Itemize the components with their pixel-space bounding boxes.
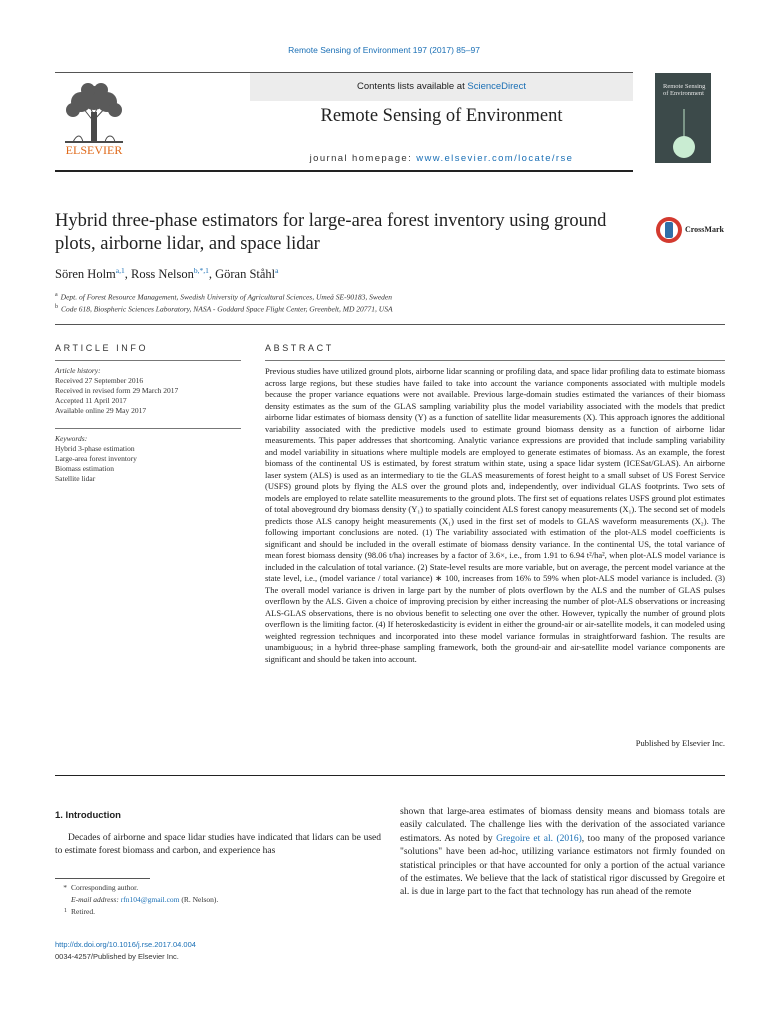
keyword: Hybrid 3-phase estimation — [55, 444, 135, 453]
keyword: Satellite lidar — [55, 474, 96, 483]
citation-link[interactable]: Gregoire et al. (2016) — [496, 833, 582, 844]
article-info-rule — [55, 360, 241, 361]
history-item: Received 27 September 2016 — [55, 376, 144, 385]
crossmark-badge[interactable] — [655, 216, 735, 246]
header-bottom-rule — [55, 170, 633, 172]
sciencedirect-link[interactable]: ScienceDirect — [467, 81, 526, 92]
crossmark-icon — [655, 216, 683, 244]
footnote-rule — [55, 878, 150, 879]
contents-prefix: Contents lists available at — [357, 81, 468, 92]
author-name[interactable]: Göran Ståhl — [215, 267, 276, 281]
abstract-heading: ABSTRACT — [265, 343, 334, 353]
affiliation-text: Dept. of Forest Resource Management, Swedish University of Agricultural Sciences, Umeå SE-90183, Sweden — [60, 292, 392, 302]
email-label: E-mail address: — [71, 895, 121, 904]
abstract-bottom-rule — [55, 775, 725, 776]
intro-paragraph-right — [400, 806, 725, 900]
article-info-heading: ARTICLE INFO — [55, 343, 149, 353]
contents-line — [250, 81, 633, 92]
elsevier-wordmark: ELSEVIER — [65, 143, 123, 156]
published-by: Published by Elsevier Inc. — [635, 738, 725, 748]
keyword: Biomass estimation — [55, 464, 114, 473]
affiliation-text: Code 618, Biospheric Sciences Laboratory, NASA - Goddard Space Flight Center, Greenbelt, MD 20771, USA — [61, 304, 393, 314]
article-title: Hybrid three-phase estimators for large-area forest inventory using ground plots, airborne lidar, and space lidar — [55, 211, 607, 254]
author-list: Sören Holm$^{a,1}$, Ross Nelson$^{b,*,1}$, Göran Ståhl$^a$ — [55, 266, 279, 281]
journal-name: Remote Sensing of Environment — [320, 106, 563, 126]
article-history — [55, 366, 241, 416]
author-sup[interactable]: a,1 — [115, 266, 125, 275]
footnote-retired: 1 Retired. — [64, 907, 95, 916]
retired-text: Retired. — [71, 907, 95, 916]
footnote-email — [55, 895, 218, 904]
intro-paragraph-left: Decades of airborne and space lidar studies have indicated that lidars can be used to estimate forest biomass and carbon, and experience has — [55, 833, 381, 856]
affiliation — [55, 292, 392, 302]
keywords — [55, 434, 241, 484]
section-heading: 1. Introduction — [55, 810, 121, 821]
elsevier-logo — [55, 78, 133, 156]
history-label: Article history: — [55, 366, 101, 375]
footnote-corresponding: * Corresponding author. — [63, 883, 139, 892]
keywords-label: Keywords: — [55, 434, 88, 443]
issn-line: 0034-4257/Published by Elsevier Inc. — [55, 952, 179, 961]
author-name[interactable]: Ross Nelson — [130, 267, 194, 281]
journal-citation[interactable]: Remote Sensing of Environment 197 (2017) 85–97 — [288, 45, 480, 55]
author-sup[interactable]: a — [275, 266, 279, 275]
history-item: Accepted 11 April 2017 — [55, 396, 127, 405]
doi-link[interactable]: http://dx.doi.org/10.1016/j.rse.2017.04.004 — [55, 940, 196, 949]
crossmark-label: CrossMark — [685, 225, 724, 234]
article-info-rule — [55, 428, 241, 429]
intro-text: shown that large-area estimates of biomass density means and biomass totals are easily calculated. The challenge lies with the derivation of the associated variance estimators. As noted by — [400, 807, 725, 844]
affiliation-marker: b — [55, 304, 58, 310]
journal-cover-thumbnail[interactable] — [655, 73, 711, 163]
history-item: Available online 29 May 2017 — [55, 406, 147, 415]
author-name[interactable]: Sören Holm — [55, 267, 116, 281]
homepage-link[interactable]: www.elsevier.com/locate/rse — [416, 153, 574, 164]
email-suffix: (R. Nelson). — [179, 895, 219, 904]
cover-title: Remote Sensing of Environment — [663, 83, 706, 97]
abstract-rule — [265, 360, 725, 361]
cover-graphic-icon — [669, 109, 699, 159]
intro-text: , too many of the proposed variance "solutions" have been ad-hoc, utilizing variance estimators not firmly founded on statistical principles or that have accounted for only a portion of the actual variance of the estimates. We believe that the lack of statistical rigor discussed by Gregoire et al. is due in large part to the fact that technology has run ahead of the remote — [400, 833, 725, 898]
affiliation-marker: a — [55, 292, 58, 298]
journal-homepage — [250, 153, 633, 164]
email-link[interactable]: rfn104@gmail.com — [120, 895, 180, 904]
affiliation-rule — [55, 324, 725, 325]
homepage-prefix: journal homepage: — [309, 153, 417, 164]
author-sup[interactable]: b,*,1 — [193, 266, 209, 275]
affiliation — [55, 304, 393, 314]
keyword: Large-area forest inventory — [55, 454, 137, 463]
abstract-text: Previous studies have utilized ground plots, airborne lidar scanning or profiling data, and space lidar profiling data to estimate biomass across large regions, but these studies have failed to take into account the variance components associated with multiple models because the proper variance equations were not available. Previous large-domain studies estimated the variances of their biomass density estimates as the sum of the GLAS sampling variability plus the model variability associated with the models that predict airborne lidar estimates of biomass density (Y) as a function of satellite lidar measurements (X). This approach ignores the additional variability associated with the predictive models used to estimate ground biomass density as a function of airborne lidar measurements. This paper addresses that shortcoming. Analytic variance expressions are provided that include sampling variability and model variability in situations where multiple models are employed to generate estimates of biomass. As an example, the forest biomass of the continental US is estimated, by forest stratum within state, using a space lidar system (ICESat/GLAS). An airborne laser system (ALS) is used as an intermediary to tie the GLAS measurements of forest height to a small subset of US Forest Service (USFS) ground plots by flying the ALS over the ground plots and, independently, over individual GLAS footprints. Two sets of models are employed to relate satellite measurements to the ground plots. The first set of equations relates USFS ground plot estimates of total aboveground dry biomass density (Y₁) to spatially coincident ALS forest canopy measurements (X₁). The second set of models predicts those ALS canopy height measurements (X₁) used in the first set of models to GLAS waveform measurements (X₂). The following important conclusions are noted. (1) The variability associated with estimation of the plot-ALS model coefficients is significant and should be included in the overall estimate of biomass density variance. In the continental US, the total variance of mean forest biomass density (98.06 t/ha) increases by a factor of 3.6×, i.e., from 1.91 to 6.94 t²/ha², when plot-ALS model variance is included in the calculation of total variance. (2) State-level results are more variable, but on average, the percent model variance at the state level, i.e., (model variance / total variance) ∗ 100, increases from 16% to 59% when plot-ALS model variance is included. (3) The overall model variance is driven in large part by the number of plots overflown by the ALS and the number of GLAS pulses overflown by the ALS. Given a choice of improving precision by either increasing the number of plot-ALS observations or increasing ALS-GLAS observations, there is no obvious benefit to selecting one over the other. However, typically the number of ground plots overflown is the limiting factor. (4) If heteroskedasticity is evident in either the ground-air or air-satellite models, it can modeled using weighted regression techniques and incorporated into these model variance formulas in straightforward fashion. The results are unambiguous; in a hybrid three-phase sampling framework, both the ground-air and air-satellite model variance components are significant and should be taken into account. — [265, 366, 725, 664]
corresponding-text: Corresponding author. — [71, 883, 139, 892]
history-item: Received in revised form 29 March 2017 — [55, 386, 179, 395]
